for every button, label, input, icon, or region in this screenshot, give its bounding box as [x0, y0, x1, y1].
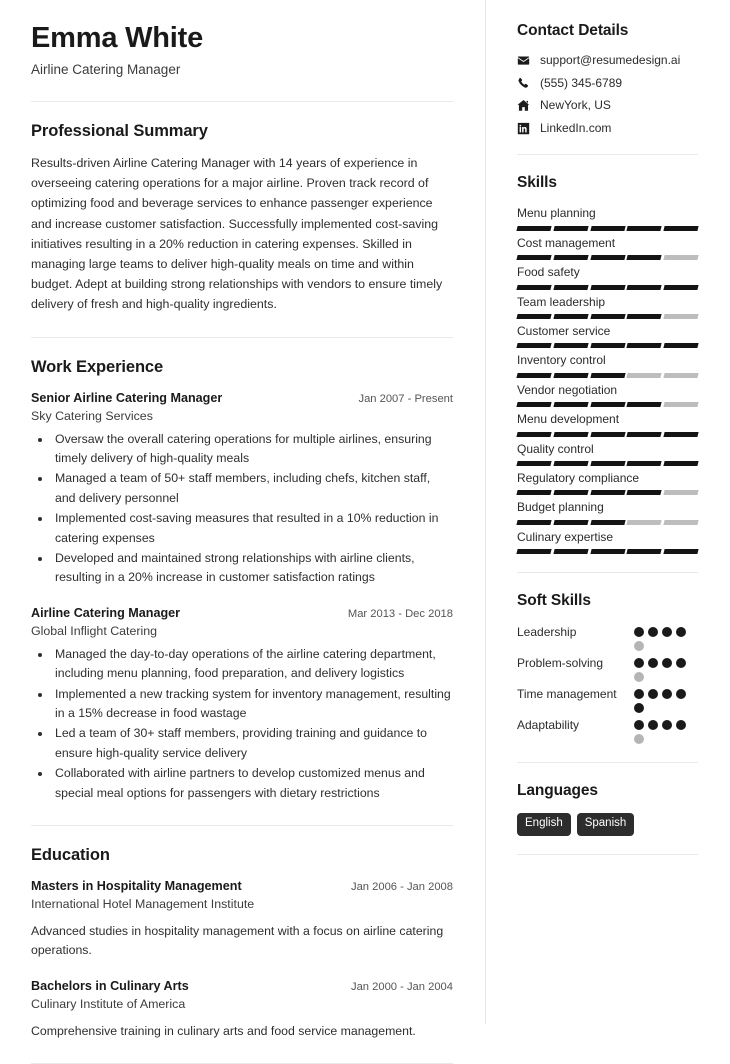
envelope-icon	[517, 54, 530, 67]
skill-level-segment	[664, 549, 699, 554]
contact-item-email[interactable]	[517, 53, 698, 69]
candidate-name: Emma White	[31, 22, 204, 54]
work-bullet: • Implemented cost-saving measures that resulted in a 10% reduction in catering expenses	[52, 509, 453, 548]
soft-skill-dot	[676, 689, 686, 699]
work-bullet: • Managed the day-to-day operations of the airline catering department, including menu planning, food preparation, and delivery logistics	[52, 645, 453, 684]
skill-level-segment	[553, 461, 588, 466]
skill-level-segment	[516, 226, 551, 231]
contact-phone-value: (555) 345-6789	[540, 75, 623, 90]
skill-label: Quality control	[517, 441, 594, 456]
skill-level-segment	[590, 461, 625, 466]
work-bullet: • Oversaw the overall catering operations for multiple airlines, ensuring timely delivery of high-quality meals	[52, 430, 453, 469]
skill-level-segment	[553, 226, 588, 231]
soft-skill-item	[517, 685, 698, 713]
soft-skill-item	[517, 623, 698, 651]
work-entry-header	[31, 604, 453, 622]
sidebar-column	[486, 0, 730, 1024]
section-languages	[517, 782, 698, 836]
contact-linkedin-value: LinkedIn.com	[540, 120, 612, 135]
skill-level-segment	[516, 402, 551, 407]
skill-level-bar	[517, 549, 698, 554]
contact-location-value: NewYork, US	[540, 98, 611, 113]
skill-level-segment	[516, 461, 551, 466]
contact-item-linkedin[interactable]	[517, 121, 698, 137]
skill-level-segment	[664, 343, 699, 348]
soft-skills-heading: Soft Skills	[517, 592, 591, 610]
skill-level-segment	[553, 520, 588, 525]
skill-level-segment	[553, 343, 588, 348]
skill-level-segment	[590, 520, 625, 525]
skills-heading: Skills	[517, 174, 557, 192]
work-entry-header	[31, 389, 453, 407]
work-entry	[31, 389, 453, 588]
skill-level-segment	[553, 373, 588, 378]
education-entry	[31, 977, 453, 1041]
skill-level-segment	[516, 549, 551, 554]
contact-details-heading: Contact Details	[517, 22, 629, 39]
soft-skill-dot	[648, 720, 658, 730]
skill-label: Food safety	[517, 265, 580, 280]
section-education	[31, 846, 453, 1041]
work-entry-organization: Sky Catering Services	[31, 408, 153, 423]
skill-label: Inventory control	[517, 353, 606, 368]
soft-skill-dot	[648, 658, 658, 668]
education-entry-institution: Culinary Institute of America	[31, 997, 186, 1012]
skill-level-segment	[553, 490, 588, 495]
work-entry-dates: Jan 2007 - Present	[358, 392, 453, 405]
soft-skill-dot	[634, 720, 644, 730]
linkedin-icon	[517, 122, 530, 135]
contact-item-location[interactable]	[517, 98, 698, 114]
soft-skill-dot	[634, 658, 644, 668]
skill-level-segment	[664, 226, 699, 231]
education-heading: Education	[31, 846, 110, 865]
skill-level-segment	[590, 373, 625, 378]
skill-level-bar	[517, 461, 698, 466]
skill-level-segment	[627, 402, 662, 407]
skill-level-segment	[664, 490, 699, 495]
skill-level-bar	[517, 314, 698, 319]
skill-item	[517, 529, 698, 554]
soft-skill-dot	[634, 672, 644, 682]
section-skills	[517, 174, 698, 554]
skill-item	[517, 352, 698, 377]
skills-list	[517, 205, 698, 554]
soft-skill-dot	[648, 627, 658, 637]
skill-item	[517, 294, 698, 319]
work-bullet: • Managed a team of 50+ staff members, including chefs, kitchen staff, and delivery personnel	[52, 469, 453, 508]
summary-divider	[31, 337, 453, 338]
skill-level-segment	[627, 549, 662, 554]
contact-email-value: support@resumedesign.ai	[540, 53, 681, 67]
skill-level-segment	[627, 343, 662, 348]
skill-label: Menu development	[517, 412, 620, 427]
languages-heading: Languages	[517, 782, 598, 800]
skill-item	[517, 323, 698, 348]
skill-level-segment	[590, 226, 625, 231]
work-entry-bullets	[31, 430, 453, 588]
skill-level-segment	[516, 285, 551, 290]
soft-skill-rating	[634, 716, 698, 744]
skill-item	[517, 470, 698, 495]
soft-skill-item	[517, 716, 698, 744]
soft-skill-rating	[634, 685, 698, 713]
soft-skills-list	[517, 623, 698, 744]
skill-level-bar	[517, 490, 698, 495]
soft-skill-dot	[676, 627, 686, 637]
skill-level-segment	[627, 314, 662, 319]
skill-level-bar	[517, 285, 698, 290]
soft-skills-divider	[517, 762, 698, 763]
section-professional-summary	[31, 122, 453, 315]
work-bullet: • Developed and maintained strong relationships with airline clients, resulting in a 20% increase in customer satisfaction ratings	[52, 549, 453, 588]
soft-skill-dot	[634, 689, 644, 699]
soft-skill-label: Leadership	[517, 625, 577, 640]
work-bullet: • Collaborated with airline partners to develop customized menus and special meal options for passengers with dietary restrictions	[52, 764, 453, 803]
skill-level-segment	[553, 285, 588, 290]
soft-skill-dot	[634, 641, 644, 651]
work-entry-organization: Global Inflight Catering	[31, 624, 158, 639]
header-divider	[31, 101, 453, 102]
soft-skill-dot	[648, 689, 658, 699]
skill-item	[517, 441, 698, 466]
skill-item	[517, 205, 698, 230]
skill-level-segment	[590, 549, 625, 554]
skill-label: Team leadership	[517, 294, 606, 309]
language-chip: Spanish	[577, 813, 635, 836]
home-icon	[517, 99, 530, 112]
section-contact-details	[517, 22, 698, 136]
skill-item	[517, 264, 698, 289]
skill-level-segment	[664, 255, 699, 260]
work-entry-dates: Mar 2013 - Dec 2018	[347, 607, 453, 620]
skill-label: Vendor negotiation	[517, 382, 618, 397]
soft-skill-item	[517, 654, 698, 682]
skill-label: Culinary expertise	[517, 529, 614, 544]
skill-level-segment	[590, 490, 625, 495]
education-entry	[31, 877, 453, 961]
contact-item-phone[interactable]	[517, 76, 698, 92]
skill-level-segment	[553, 314, 588, 319]
skill-level-segment	[627, 373, 662, 378]
education-entry-dates: Jan 2000 - Jan 2004	[350, 980, 453, 993]
work-experience-heading: Work Experience	[31, 357, 164, 376]
languages-divider	[517, 854, 698, 855]
section-soft-skills	[517, 592, 698, 744]
skill-level-segment	[516, 373, 551, 378]
skill-label: Customer service	[517, 323, 611, 338]
contact-list	[517, 53, 698, 136]
skill-item	[517, 382, 698, 407]
work-entry-role: Senior Airline Catering Manager	[31, 390, 223, 405]
section-work-experience	[31, 358, 453, 803]
skill-level-segment	[627, 461, 662, 466]
skill-item	[517, 411, 698, 436]
skill-level-bar	[517, 343, 698, 348]
soft-skill-dot	[634, 627, 644, 637]
phone-icon	[517, 77, 530, 90]
skill-level-segment	[516, 343, 551, 348]
skill-item	[517, 499, 698, 524]
skill-level-segment	[627, 490, 662, 495]
skill-level-segment	[627, 226, 662, 231]
education-entry-dates: Jan 2006 - Jan 2008	[350, 881, 453, 894]
skill-level-segment	[627, 520, 662, 525]
skill-level-segment	[516, 520, 551, 525]
education-entry-description: Advanced studies in hospitality management with a focus on airline catering operations.	[31, 923, 444, 958]
professional-summary-heading: Professional Summary	[31, 121, 208, 140]
skill-level-segment	[627, 432, 662, 437]
skill-level-segment	[664, 285, 699, 290]
skill-level-segment	[590, 285, 625, 290]
education-entry-institution: International Hotel Management Institute	[31, 897, 255, 912]
skill-level-bar	[517, 520, 698, 525]
skill-level-segment	[516, 490, 551, 495]
skill-level-bar	[517, 402, 698, 407]
work-entry-role: Airline Catering Manager	[31, 605, 181, 620]
soft-skill-dot	[634, 734, 644, 744]
soft-skill-label: Adaptability	[517, 718, 580, 733]
skill-level-segment	[590, 255, 625, 260]
skill-level-bar	[517, 432, 698, 437]
skill-level-segment	[664, 461, 699, 466]
soft-skill-rating	[634, 654, 698, 682]
work-bullet: • Implemented a new tracking system for inventory management, resulting in a 15% decrease in food wastage	[52, 685, 453, 724]
skill-level-segment	[590, 402, 625, 407]
skill-level-segment	[627, 285, 662, 290]
soft-skill-label: Problem-solving	[517, 656, 604, 671]
soft-skill-dot	[676, 658, 686, 668]
work-entry	[31, 604, 453, 803]
skill-label: Budget planning	[517, 500, 604, 515]
skill-level-segment	[553, 255, 588, 260]
skill-level-segment	[590, 343, 625, 348]
skill-level-segment	[590, 432, 625, 437]
education-entry-header	[31, 877, 453, 895]
skill-level-bar	[517, 226, 698, 231]
skill-level-segment	[516, 432, 551, 437]
languages-list	[517, 813, 698, 836]
education-entry-degree: Bachelors in Culinary Arts	[31, 978, 189, 993]
contact-divider	[517, 154, 698, 155]
soft-skill-label: Time management	[517, 687, 617, 702]
header-block	[31, 22, 453, 79]
soft-skill-rating	[634, 623, 698, 651]
work-entry-bullets	[31, 645, 453, 803]
skill-level-segment	[664, 402, 699, 407]
education-entry-degree: Masters in Hospitality Management	[31, 879, 242, 894]
soft-skill-dot	[676, 720, 686, 730]
soft-skill-dot	[662, 658, 672, 668]
work-experience-divider	[31, 825, 453, 826]
skill-level-segment	[664, 432, 699, 437]
candidate-job-title: Airline Catering Manager	[31, 62, 181, 78]
soft-skill-dot	[662, 627, 672, 637]
skill-level-segment	[553, 402, 588, 407]
skill-level-segment	[553, 432, 588, 437]
skill-item	[517, 235, 698, 260]
skill-level-segment	[664, 373, 699, 378]
language-chip: English	[517, 813, 571, 836]
education-entry-description: Comprehensive training in culinary arts and food service management.	[31, 1023, 416, 1038]
professional-summary-text: Results-driven Airline Catering Manager with 14 years of experience in overseeing catering operations for a major airline. Proven track record of optimizing food and beverage services to enhance passenger experience and increase customer satisfaction. Successfully implemented cost-saving initiatives resulting in a 20% reduction in catering expenses. Skilled in managing large teams to deliver high-quality meals on time and within budget. Adept at building strong relationships with vendors to ensure timely delivery of fresh and high-quality ingredients.	[31, 155, 443, 312]
skill-label: Menu planning	[517, 206, 596, 221]
skill-level-segment	[664, 314, 699, 319]
work-bullet: • Led a team of 30+ staff members, providing training and guidance to ensure high-quality service delivery	[52, 724, 453, 763]
skill-level-segment	[590, 314, 625, 319]
skill-label: Cost management	[517, 235, 616, 250]
skills-divider	[517, 572, 698, 573]
skill-level-bar	[517, 255, 698, 260]
education-entry-header	[31, 977, 453, 995]
soft-skill-dot	[634, 703, 644, 713]
soft-skill-dot	[662, 689, 672, 699]
skill-level-segment	[553, 549, 588, 554]
skill-level-bar	[517, 373, 698, 378]
skill-level-segment	[664, 520, 699, 525]
skill-label: Regulatory compliance	[517, 470, 640, 485]
skill-level-segment	[516, 314, 551, 319]
skill-level-segment	[516, 255, 551, 260]
skill-level-segment	[627, 255, 662, 260]
soft-skill-dot	[662, 720, 672, 730]
